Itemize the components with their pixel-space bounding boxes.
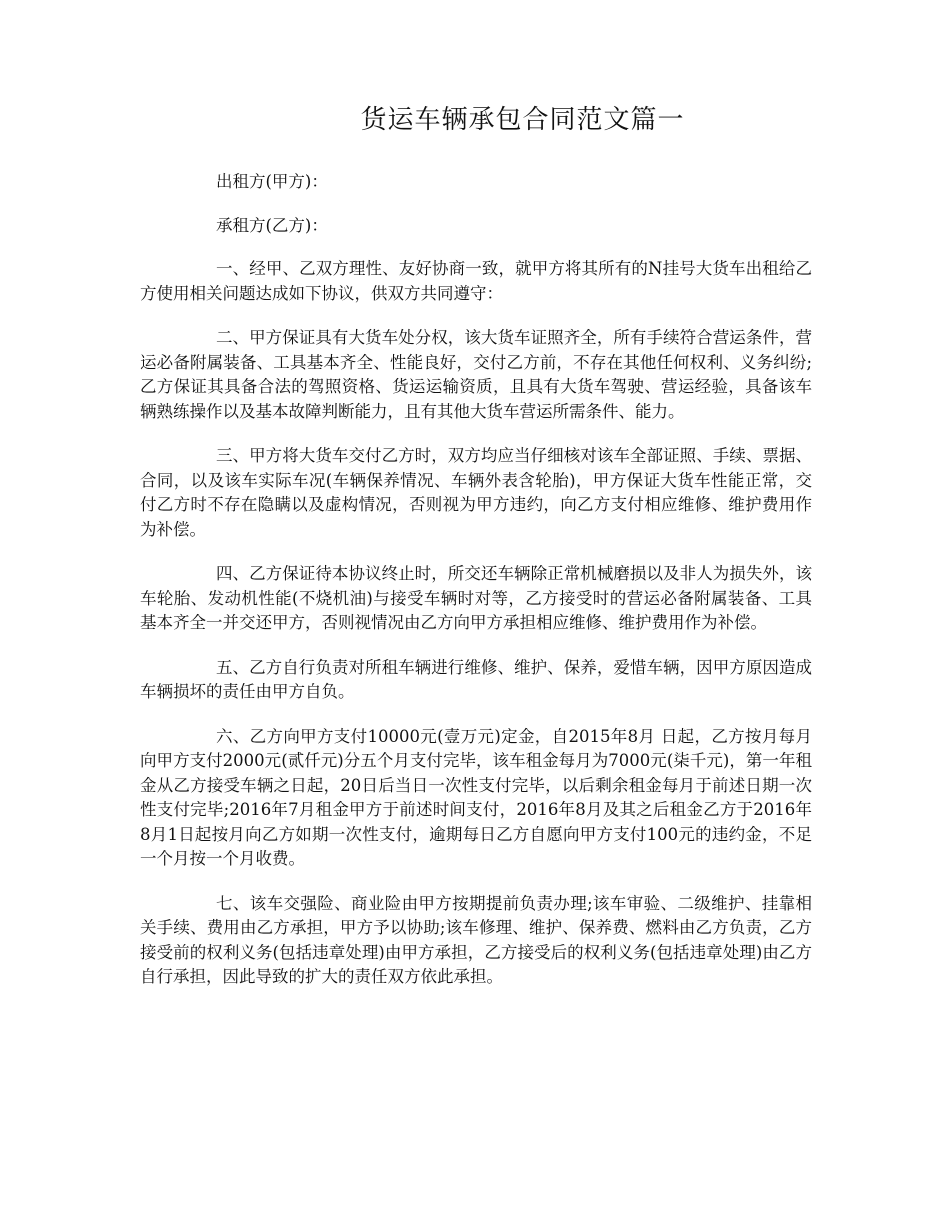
clause-6: 六、乙方向甲方支付10000元(壹万元)定金，自2015年8月 日起，乙方按月每月向甲方支付2000元(贰仟元)分五个月支付完毕，该车租金每月为7000元(柒千元)，第一年租金从乙方接受车辆之日起，20日后当日一次性支付完毕，以后剩余租金每月于前述日期一次性支付完毕;2016年7月租金甲方于前述时间支付，2016年8月及其之后租金乙方于2016年8月1日起按月向乙方如期一次性支付，逾期每日乙方自愿向甲方支付100元的违约金，不足一个月按一个月收费。 — [140, 726, 812, 868]
clause-2: 二、甲方保证具有大货车处分权，该大货车证照齐全，所有手续符合营运条件，营运必备附属装备、工具基本齐全、性能良好，交付乙方前，不存在其他任何权利、义务纠纷;乙方保证其具备合法的驾照资格、货运运输资质，且具有大货车驾驶、营运经验，具备该车辆熟练操作以及基本故障判断能力，且有其他大货车营运所需条件、能力。 — [140, 328, 812, 421]
document-body — [140, 170, 812, 1010]
lessee-line: 承租方(乙方)： — [216, 215, 328, 235]
clause-7: 七、该车交强险、商业险由甲方按期提前负责办理;该车审验、二级维护、挂靠相关手续、费用由乙方承担，甲方予以协助;该车修理、维护、保养费、燃料由乙方负责，乙方接受前的权利义务(包括违章处理)由甲方承担，乙方接受后的权利义务(包括违章处理)由乙方自行承担，因此导致的扩大的责任双方依此承担。 — [140, 893, 812, 986]
lessor-line: 出租方(甲方)： — [216, 172, 328, 191]
clause-1: 一、经甲、乙双方理性、友好协商一致，就甲方将其所有的N挂号大货车出租给乙方使用相关问题达成如下协议，供双方共同遵守： — [140, 259, 812, 303]
clause-4: 四、乙方保证待本协议终止时，所交还车辆除正常机械磨损以及非人为损失外，该车轮胎、发动机性能(不烧机油)与接受车辆时对等，乙方接受时的营运必备附属装备、工具基本齐全一并交还甲方，否则视情况由乙方向甲方承担相应维修、维护费用作为补偿。 — [140, 564, 812, 632]
clause-5: 五、乙方自行负责对所租车辆进行维修、维护、保养，爱惜车辆，因甲方原因造成车辆损坏的责任由甲方自负。 — [140, 657, 812, 701]
clause-3: 三、甲方将大货车交付乙方时，双方均应当仔细核对该车全部证照、手续、票据、合同，以及该车实际车况(车辆保养情况、车辆外表含轮胎)，甲方保证大货车性能正常，交付乙方时不存在隐瞒以及虚构情况，否则视为甲方违约，向乙方支付相应维修、维护费用作为补偿。 — [140, 446, 812, 539]
document-title: 货运车辆承包合同范文篇一 — [360, 105, 685, 135]
